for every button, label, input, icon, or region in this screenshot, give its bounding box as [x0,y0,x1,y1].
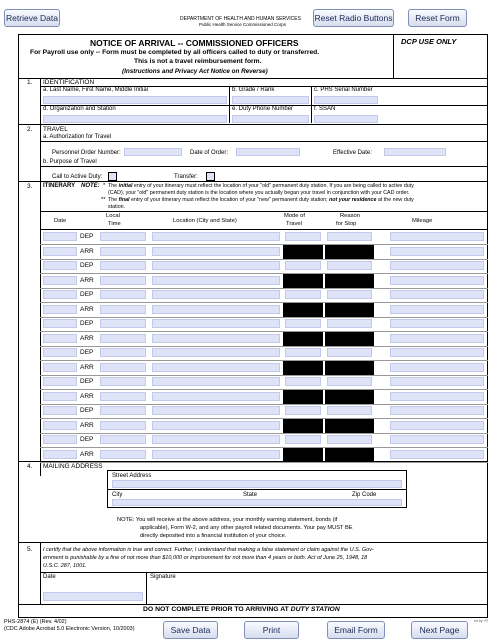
dcp-use-only-label: DCP USE ONLY [401,37,457,46]
itinerary-location-input[interactable] [152,377,280,386]
ssan-label: f. SSAN [314,106,336,112]
do-not-complete-warning: DO NOT COMPLETE PRIOR TO ARRIVING AT DUTY STATION [143,606,340,613]
note-bullet-1: * [103,183,106,189]
itinerary-location-input[interactable] [152,406,280,415]
section-3-number: 3. [27,183,33,190]
zip-label: Zip Code [352,492,377,498]
reset-form-button[interactable]: Reset Form [408,9,467,27]
itinerary-reason-blocked [325,274,374,289]
itinerary-date-input[interactable] [43,406,77,415]
itinerary-row-divider [40,302,488,303]
form-version: (CDC Adobe Acrobat 5.0 Electronic Version, 10/2003) [4,626,135,632]
certification-line-1: I certify that the above information is true and correct. Further, I understand that making a false statement or claim against the U.S. Gov- [43,547,374,553]
auth-label: a. Authorization for Travel [43,134,112,140]
itinerary-reason-blocked [325,390,374,405]
itinerary-location-input[interactable] [152,392,280,401]
col-reason-2: for Stop [336,221,357,227]
itinerary-row-divider [40,331,488,332]
street-input[interactable] [112,480,402,488]
itinerary-mileage-input[interactable] [390,377,484,386]
name-label: a. Last Name, First Name, Middle Initial [43,87,149,93]
col-mode-2: Travel [286,221,302,227]
city-state-zip-input[interactable] [112,499,402,506]
certification-line-2: ernment is punishable by a fine of not more than $10,000 or imprisonment for not more than 4 years or both. Act of June 25, 1948, 18 [43,555,368,561]
form-subtitle-2: This is not a travel reimbursement form. [134,58,262,65]
itinerary-location-input[interactable] [152,261,280,270]
transfer-label: Transfer: [174,174,198,180]
itinerary-row-divider [40,259,488,260]
itinerary-reason-blocked [325,245,374,260]
order-date-label: Date of Order: [190,150,229,156]
itinerary-date-input[interactable] [43,450,77,459]
form-number: PHS-2874 (E) (Rev. 4/02) [4,619,67,625]
itinerary-time-input[interactable] [100,450,146,459]
itinerary-date-input[interactable] [43,276,77,285]
itinerary-date-input[interactable] [43,290,77,299]
call-to-duty-checkbox[interactable] [108,172,117,181]
itinerary-reason-blocked [325,361,374,376]
itinerary-date-input[interactable] [43,392,77,401]
itinerary-mode-input[interactable] [285,261,321,270]
itinerary-location-input[interactable] [152,290,280,299]
itinerary-mode-input[interactable] [285,348,321,357]
note-1-line-1: The initial entry of your itinerary must reflect the location of your "old" permanent duty station. If you are being called to active duty [108,183,414,189]
itinerary-mode-blocked [283,361,323,376]
itinerary-mileage-input[interactable] [390,348,484,357]
grade-input[interactable] [232,96,309,104]
col-location: Location (City and State) [173,218,237,224]
itinerary-date-input[interactable] [43,334,77,343]
reset-radio-buttons-button[interactable]: Reset Radio Buttons [313,9,394,27]
itinerary-mode-input[interactable] [285,319,321,328]
itinerary-location-input[interactable] [152,421,280,430]
itinerary-time-input[interactable] [100,334,146,343]
note-1-line-2: (CAD), your "old" permanent duty station is the location where you actually began your travel in conjunction with your CAD order. [108,190,410,196]
itinerary-reason-blocked [325,419,374,434]
itinerary-mileage-input[interactable] [390,406,484,415]
phone-input[interactable] [232,115,309,123]
itinerary-direction-label: ARR [80,393,94,400]
department-name: DEPARTMENT OF HEALTH AND HUMAN SERVICES [180,16,301,22]
next-page-button[interactable]: Next Page [411,621,468,639]
itinerary-mode-input[interactable] [285,406,321,415]
itinerary-direction-label: ARR [80,248,94,255]
order-number-input[interactable] [124,148,182,156]
itinerary-reason-input[interactable] [327,232,372,241]
itinerary-row-divider [40,447,488,448]
footer-tiny-text: ed by: PI [474,619,488,623]
itinerary-row-divider [40,433,488,434]
state-label: State [243,492,258,498]
itinerary-date-input[interactable] [43,319,77,328]
itinerary-time-input[interactable] [100,319,146,328]
itinerary-row-divider [40,273,488,274]
itinerary-direction-label: DEP [80,291,94,298]
itinerary-note-label: NOTE: [81,183,100,189]
itinerary-reason-input[interactable] [327,319,372,328]
itinerary-mileage-input[interactable] [390,319,484,328]
certification-line-3: U.S.C. 287, 1001. [43,563,87,569]
itinerary-mileage-input[interactable] [390,334,484,343]
col-reason-1: Reason [340,213,360,219]
section-4-number: 4. [27,463,33,470]
itinerary-row-divider [40,389,488,390]
col-local-time-2: Time [108,221,121,227]
itinerary-direction-label: ARR [80,306,94,313]
itinerary-mileage-input[interactable] [390,261,484,270]
save-data-button[interactable]: Save Data [163,621,218,639]
itinerary-location-input[interactable] [152,319,280,328]
form-title: NOTICE OF ARRIVAL -- COMMISSIONED OFFICERS [90,38,299,48]
address-note-2: applicable), Form W-2, and any other payroll related documents. Your pay MUST BE [140,525,353,531]
itinerary-mileage-input[interactable] [390,435,484,444]
order-date-input[interactable] [236,148,300,156]
itinerary-row-divider [40,244,488,245]
itinerary-direction-label: DEP [80,233,94,240]
order-number-label: Personnel Order Number: [52,150,121,156]
itinerary-direction-label: ARR [80,422,94,429]
itinerary-direction-label: ARR [80,277,94,284]
itinerary-mileage-input[interactable] [390,276,484,285]
org-input[interactable] [43,115,227,123]
itinerary-mode-blocked [283,245,323,260]
itinerary-date-input[interactable] [43,305,77,314]
print-button[interactable]: Print [244,621,299,639]
itinerary-row-divider [40,360,488,361]
address-note-3: directly deposited into a financial institution of your choice. [140,533,287,539]
itinerary-location-input[interactable] [152,363,280,372]
section-2-number: 2. [27,126,33,133]
itinerary-reason-input[interactable] [327,290,372,299]
certification-date-input[interactable] [43,592,143,601]
itinerary-row-divider [40,375,488,376]
travel-label: TRAVEL [43,126,68,133]
itinerary-mode-blocked [283,332,323,347]
itinerary-date-input[interactable] [43,363,77,372]
itinerary-location-input[interactable] [152,334,280,343]
section-1-number: 1. [27,79,33,86]
itinerary-date-input[interactable] [43,435,77,444]
itinerary-location-input[interactable] [152,247,280,256]
itinerary-mileage-input[interactable] [390,450,484,459]
itinerary-reason-blocked [325,332,374,347]
itinerary-mode-blocked [283,274,323,289]
itinerary-mileage-input[interactable] [390,305,484,314]
itinerary-mileage-input[interactable] [390,363,484,372]
itinerary-row-divider [40,404,488,405]
address-note-1: NOTE: You will receive at the above address, your monthly earning statement, bonds (if [117,517,338,523]
corps-name: Public Health Service Commissioned Corps [199,22,287,27]
col-local-time-1: Local [106,213,120,219]
itinerary-time-input[interactable] [100,363,146,372]
itinerary-row-divider [40,317,488,318]
itinerary-time-input[interactable] [100,247,146,256]
itinerary-date-input[interactable] [43,261,77,270]
itinerary-location-input[interactable] [152,435,280,444]
name-input[interactable] [43,96,227,104]
mailing-address-label: MAILING ADDRESS [43,463,103,470]
identification-label: IDENTIFICATION [43,79,95,86]
itinerary-mode-input[interactable] [285,435,321,444]
itinerary-time-input[interactable] [100,261,146,270]
itinerary-time-input[interactable] [100,406,146,415]
itinerary-mileage-input[interactable] [390,421,484,430]
itinerary-date-input[interactable] [43,348,77,357]
itinerary-time-input[interactable] [100,421,146,430]
signature-label: Signature [150,574,176,580]
itinerary-time-input[interactable] [100,290,146,299]
itinerary-direction-label: ARR [80,335,94,342]
itinerary-reason-input[interactable] [327,261,372,270]
note-2-line-1: The final entry of your itinerary must reflect the location of your "new" permanent duty station; not your residence at the new duty [108,197,414,203]
section-5-number: 5. [27,546,33,553]
itinerary-reason-input[interactable] [327,377,372,386]
itinerary-row-divider [40,418,488,419]
org-label: d. Organization and Station [43,106,116,112]
col-mileage: Mileage [412,218,433,224]
itinerary-time-input[interactable] [100,377,146,386]
itinerary-time-input[interactable] [100,392,146,401]
itinerary-mode-blocked [283,419,323,434]
itinerary-reason-input[interactable] [327,406,372,415]
note-bullet-2: ** [101,197,106,203]
itinerary-label: ITINERARY [43,183,76,189]
itinerary-direction-label: ARR [80,364,94,371]
itinerary-location-input[interactable] [152,276,280,285]
itinerary-time-input[interactable] [100,276,146,285]
itinerary-mileage-input[interactable] [390,290,484,299]
call-to-duty-label: Call to Active Duty: [52,174,103,180]
itinerary-mode-blocked [283,303,323,318]
itinerary-mode-input[interactable] [285,377,321,386]
itinerary-date-input[interactable] [43,377,77,386]
note-2-line-2: station. [108,204,126,210]
retrieve-data-button[interactable]: Retrieve Data [4,9,60,27]
form-subtitle-1: For Payroll use only -- Form must be completed by all officers called to duty or transferred. [30,49,320,56]
date-label: Date [43,574,56,580]
purpose-label: b. Purpose of Travel [43,159,97,165]
itinerary-time-input[interactable] [100,348,146,357]
itinerary-mileage-input[interactable] [390,247,484,256]
col-mode-1: Mode of [284,213,305,219]
itinerary-location-input[interactable] [152,348,280,357]
itinerary-direction-label: DEP [80,378,94,385]
itinerary-time-input[interactable] [100,435,146,444]
grade-label: b. Grade / Rank [232,87,275,93]
itinerary-mode-input[interactable] [285,232,321,241]
itinerary-mileage-input[interactable] [390,232,484,241]
serial-label: c. PHS Serial Number [314,87,373,93]
itinerary-time-input[interactable] [100,232,146,241]
itinerary-location-input[interactable] [152,450,280,459]
serial-input[interactable] [314,96,378,104]
city-label: City [112,492,123,498]
form-instructions: (Instructions and Privacy Act Notice on Reverse) [122,68,268,75]
itinerary-direction-label: DEP [80,407,94,414]
itinerary-time-input[interactable] [100,305,146,314]
street-label: Street Address [112,473,152,479]
itinerary-location-input[interactable] [152,232,280,241]
itinerary-reason-input[interactable] [327,435,372,444]
effective-date-label: Effective Date: [333,150,372,156]
col-date: Date [54,218,67,224]
itinerary-direction-label: DEP [80,262,94,269]
itinerary-mode-blocked [283,390,323,405]
itinerary-row-divider [40,346,488,347]
effective-date-input[interactable] [384,148,446,156]
itinerary-location-input[interactable] [152,305,280,314]
ssan-input[interactable] [314,115,378,123]
itinerary-direction-label: DEP [80,436,94,443]
itinerary-mode-input[interactable] [285,290,321,299]
itinerary-date-input[interactable] [43,232,77,241]
itinerary-direction-label: DEP [80,349,94,356]
itinerary-direction-label: DEP [80,320,94,327]
itinerary-direction-label: ARR [80,451,94,458]
itinerary-mileage-input[interactable] [390,392,484,401]
phone-label: e. Duty Phone Number [232,106,294,112]
itinerary-reason-input[interactable] [327,348,372,357]
itinerary-reason-blocked [325,303,374,318]
itinerary-date-input[interactable] [43,421,77,430]
transfer-checkbox[interactable] [206,172,215,181]
itinerary-row-divider [40,288,488,289]
itinerary-date-input[interactable] [43,247,77,256]
email-form-button[interactable]: Email Form [327,621,385,639]
itinerary-row-divider [40,462,488,463]
